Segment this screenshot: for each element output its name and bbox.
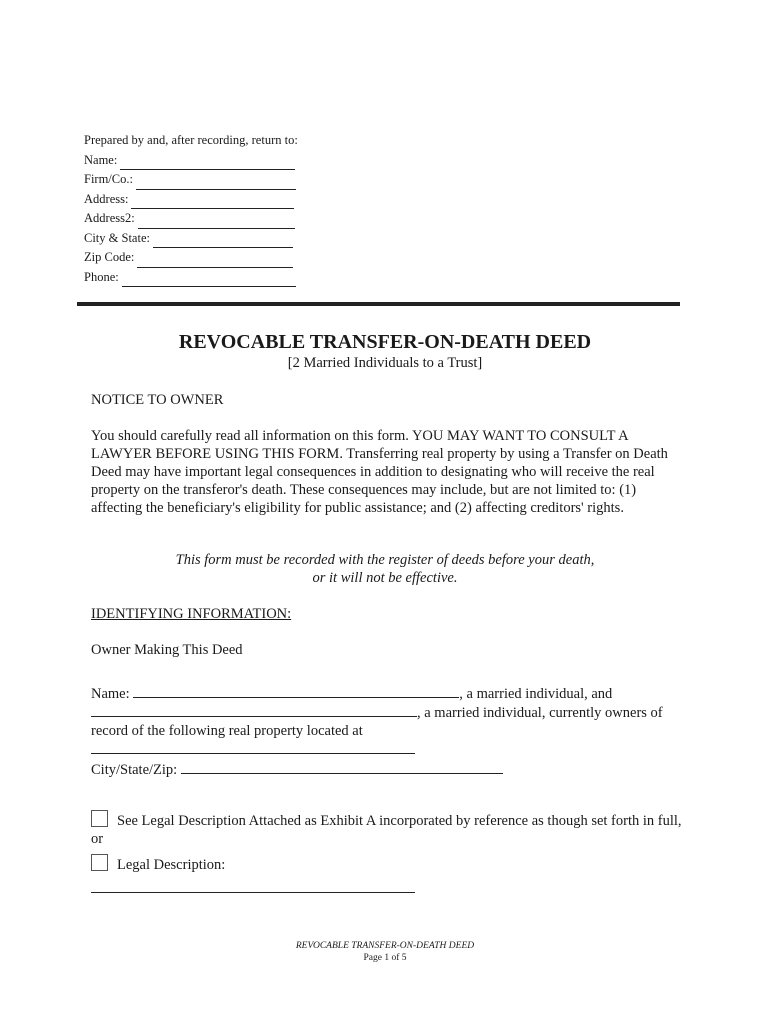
prep-phone-row — [84, 268, 314, 288]
prepared-by-heading: Prepared by and, after recording, return to: — [84, 133, 298, 147]
prep-firm-field[interactable] — [136, 175, 296, 190]
prep-name-row — [84, 151, 314, 171]
married-text-2: , a married individual, currently owners of — [417, 705, 663, 721]
prep-address2-row — [84, 209, 314, 229]
owner-2-name-field[interactable] — [91, 703, 417, 717]
record-text: record of the following real property located at — [91, 723, 363, 739]
prep-address-field[interactable] — [131, 194, 294, 209]
legal-description-field[interactable] — [91, 880, 415, 893]
city-state-zip-row — [91, 760, 503, 779]
prepared-by-block — [84, 131, 314, 287]
legal-description-option — [91, 854, 225, 874]
prep-name-field[interactable] — [120, 155, 295, 170]
prep-zip-row — [84, 248, 314, 268]
owner-1-name-field[interactable] — [133, 684, 459, 698]
prep-address2-field[interactable] — [138, 214, 295, 229]
recording-warning — [0, 551, 770, 587]
notice-heading: NOTICE TO OWNER — [91, 392, 224, 408]
page-footer — [0, 940, 770, 964]
footer-page-number: Page 1 of 5 — [363, 953, 407, 963]
prep-firm-label: Firm/Co.: — [84, 172, 133, 186]
identifying-heading: IDENTIFYING INFORMATION: — [91, 606, 292, 622]
document-title: REVOCABLE TRANSFER-ON-DEATH DEED — [178, 331, 592, 353]
married-text-1: , a married individual, and — [459, 686, 613, 702]
exhibit-checkbox[interactable] — [91, 810, 108, 827]
prep-city-state-label: City & State: — [84, 230, 150, 245]
exhibit-label: See Legal Description Attached as Exhibit A incorporated by reference as though set forth in full, or — [91, 813, 682, 847]
footer-title: REVOCABLE TRANSFER-ON-DEATH DEED — [295, 941, 475, 951]
owner-heading: Owner Making This Deed — [91, 642, 243, 658]
prep-phone-label: Phone: — [84, 269, 119, 284]
header-rule — [77, 302, 680, 306]
prep-firm-row — [84, 170, 314, 190]
prep-city-state-row — [84, 229, 314, 249]
property-location-field[interactable] — [91, 740, 415, 754]
location-line — [91, 740, 683, 759]
prep-city-state-field[interactable] — [153, 233, 293, 248]
exhibit-option — [91, 810, 683, 848]
owner-line-2 — [91, 703, 683, 722]
recording-warning-line-2: or it will not be effective. — [312, 570, 458, 586]
prep-zip-label: Zip Code: — [84, 250, 135, 264]
legal-description-checkbox[interactable] — [91, 854, 108, 871]
city-state-zip-label: City/State/Zip: — [91, 762, 178, 778]
notice-body: You should carefully read all information on this form. YOU MAY WANT TO CONSULT A LAWYER BEFORE USING THIS FORM. Transferring real property by using a Transfer on Death Deed may have important legal consequences in addition to designating who will receive the real property on the transferor's death. These consequences may include, but are not limited to: (1) affecting the beneficiary's eligibility for public assistance; and (2) affecting creditors' rights. — [91, 428, 668, 516]
document-subtitle: [2 Married Individuals to a Trust] — [287, 355, 483, 371]
recording-warning-line-1: This form must be recorded with the register of deeds before your death, — [175, 552, 595, 568]
owner-name-label: Name: — [91, 686, 130, 702]
prep-name-label: Name: — [84, 152, 118, 167]
legal-description-label: Legal Description: — [117, 857, 226, 873]
prep-zip-field[interactable] — [137, 253, 293, 268]
prep-address-label: Address: — [84, 191, 129, 206]
prep-phone-field[interactable] — [122, 272, 296, 287]
city-state-zip-field[interactable] — [181, 760, 503, 774]
prep-address-row — [84, 190, 314, 210]
prep-address2-label: Address2: — [84, 211, 135, 225]
owner-line-1 — [91, 684, 683, 703]
owner-name-paragraph — [91, 684, 683, 759]
